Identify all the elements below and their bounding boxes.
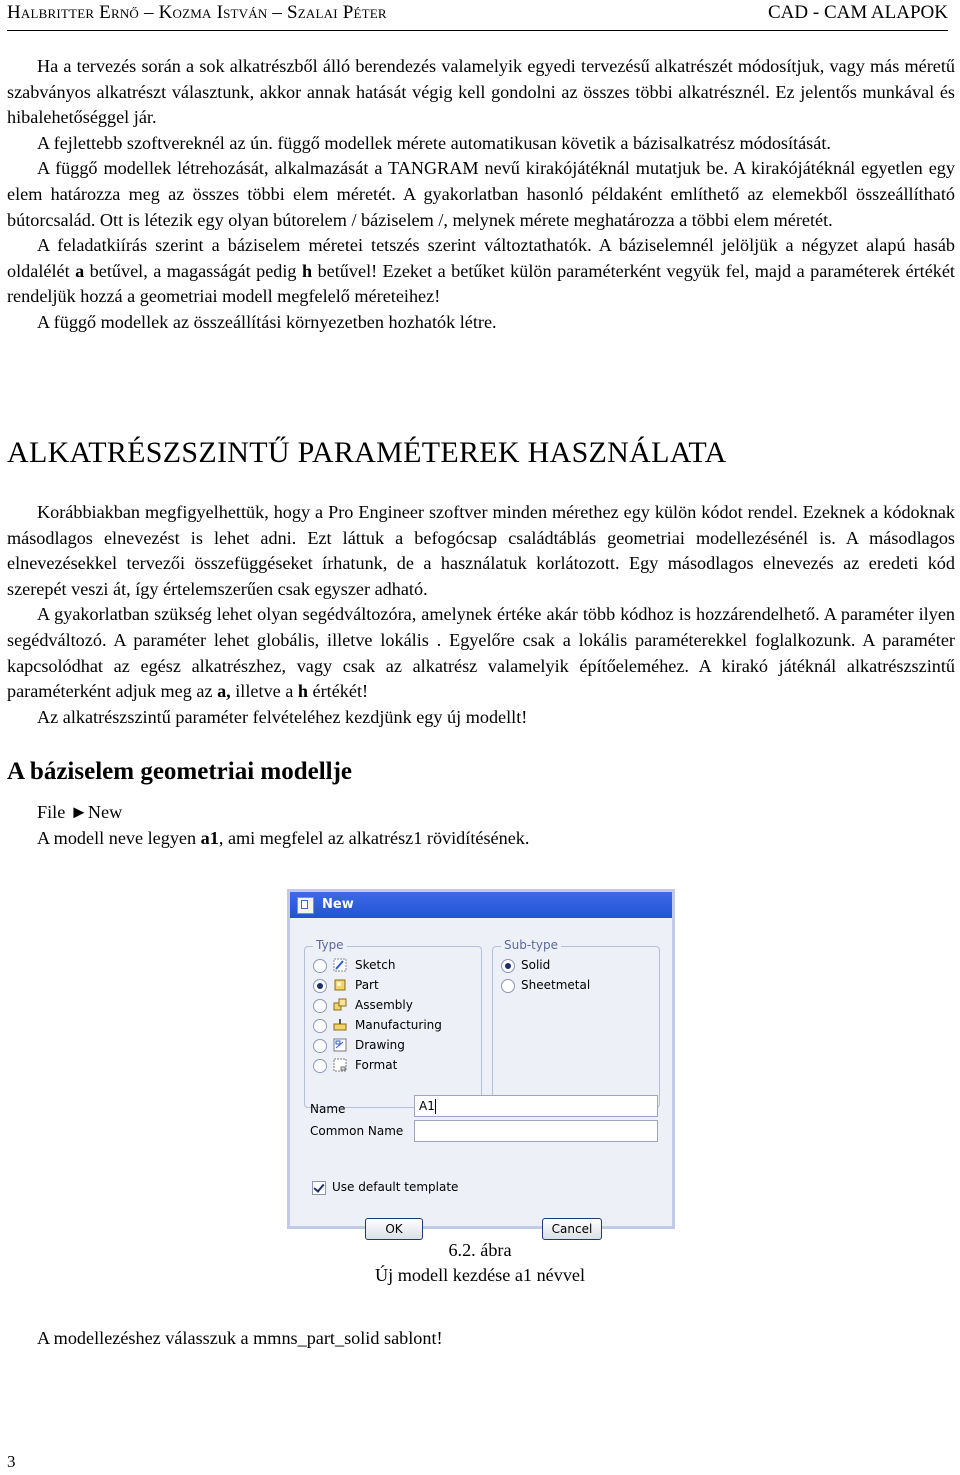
arrow-right-icon: ►: [69, 802, 88, 822]
text-run: illetve a: [230, 681, 298, 702]
dialog-title-bar: [290, 892, 672, 918]
dialog-title: New: [322, 897, 354, 912]
cancel-button[interactable]: Cancel: [542, 1218, 602, 1240]
intro-block: [7, 54, 955, 336]
text-run: A gyakorlatban szükség lehet olyan segédváltozóra, amelynek értéke akár több kódhoz is hozzárendelhető. A paraméter ilyen segédváltozó. A paraméter lehet globális, illetve lokális . Egyelőre csak a lokális paraméterekkel foglalkozunk. A paraméter kapcsolódhat az egész alkatrészhez, vagy csak az alkatrész valamelyik építőeleméhez. A kirakó játéknál alkatrészszintű paraméterként adjuk meg az: [7, 604, 955, 702]
section-heading-base-element: A báziselem geometriai modellje: [7, 758, 353, 785]
sketch-icon: [333, 958, 347, 972]
drawing-icon: [333, 1038, 347, 1052]
option-label: Drawing: [355, 1038, 405, 1052]
text-run: A feladatkiírás szerint a báziselem méretei tetszés szerint változtathatók. A báziselemnél jelöljük a négyzet alapú hasáb oldalélét: [7, 235, 955, 281]
ok-button[interactable]: OK: [365, 1218, 423, 1240]
radio-button[interactable]: [501, 979, 515, 993]
figure-number: 6.2. ábra: [448, 1240, 512, 1260]
type-group-label: Type: [313, 938, 347, 952]
subtype-group: [492, 938, 660, 1108]
dialog-body: [290, 918, 672, 1236]
page-number: 3: [7, 1452, 16, 1471]
section-heading-parameters: ALKATRÉSZSZINTŰ PARAMÉTEREK HASZNÁLATA: [7, 436, 727, 469]
closing-line: A modellezéshez válasszuk a mmns_part_solid sablont!: [37, 1328, 443, 1348]
text-run: betűvel! Ezeket a betűket külön paraméterként vegyük fel, majd a paraméterek értékét rendeljük hozzá a geometriai modell megfelelő méreteihez!: [7, 260, 955, 307]
default-template-checkbox[interactable]: [312, 1181, 326, 1195]
intro-paragraph-2: A fejlettebb szoftvereknél az ún. függő modellek mérete automatikusan követik a bázisalkatrész módosítását.: [37, 132, 831, 153]
type-group: [304, 938, 482, 1108]
option-label: Part: [355, 978, 379, 992]
text-run: betűvel, a magasságát pedig: [84, 260, 302, 281]
radio-button[interactable]: [313, 1019, 327, 1033]
new-file-icon: [297, 897, 314, 914]
option-label: Sheetmetal: [521, 978, 591, 992]
intro-paragraph-4: [7, 233, 955, 310]
part-icon: [333, 978, 347, 992]
radio-button[interactable]: [313, 1059, 327, 1073]
symbol-h: h: [301, 260, 313, 281]
intro-paragraph-3: A függő modellek létrehozását, alkalmazását a TANGRAM nevű kirakójátéknál mutatjuk be. A kirakójátéknál egyetlen egy elem határozza meg az összes többi elem méretét. A gyakorlatban hasonló példaként említhető az elemekből összeállítható bútorcsalád. Ott is létezik egy olyan bútorelem / báziselem /, melynek mérete meghatározza a többi elem méretét.: [7, 158, 955, 230]
header-title: CAD - CAM ALAPOK: [768, 2, 948, 23]
menu-path: [37, 802, 122, 823]
symbol-h: h: [297, 681, 308, 702]
assembly-icon: [333, 998, 347, 1012]
running-header: [7, 0, 948, 31]
header-authors: Halbritter Ernő – Kozma István – Szalai Péter: [7, 2, 387, 23]
radio-button-selected[interactable]: [313, 979, 327, 993]
common-name-field[interactable]: [414, 1120, 658, 1142]
text-run: , ami megfelel az alkatrész1 rövidítésének.: [218, 828, 530, 848]
symbol-a: a: [75, 260, 85, 281]
option-label: Solid: [521, 958, 551, 972]
option-label: Format: [355, 1058, 398, 1072]
intro-paragraph-5: A függő modellek az összeállítási környezetben hozhatók létre.: [37, 311, 497, 332]
symbol-a: a,: [217, 681, 231, 702]
menu-file-label: File: [37, 802, 66, 822]
model-name-line: [37, 828, 529, 849]
section1-paragraph-2: [7, 602, 955, 704]
text-caret: [435, 1099, 436, 1114]
option-label: Sketch: [355, 958, 396, 972]
radio-button[interactable]: [313, 999, 327, 1013]
radio-button[interactable]: [313, 959, 327, 973]
name-field[interactable]: [414, 1095, 658, 1117]
section1-paragraph-3: Az alkatrészszintű paraméter felvételéhez kezdjünk egy új modellt!: [37, 706, 528, 727]
intro-paragraph-1: Ha a tervezés során a sok alkatrészből álló berendezés valamelyik egyedi tervezésű alkatrészét módosítjuk, vagy más méretű szabványos alkatrészt választunk, akkor annak hatását végig kell gondolni az összes többi alkatrésznél. Ez jelentős munkával és hibalehetőséggel jár.: [7, 56, 955, 128]
text-run: értékét!: [308, 681, 369, 702]
manufacturing-icon: [333, 1018, 347, 1032]
model-name: a1: [200, 828, 219, 848]
name-field-value: A1: [419, 1099, 435, 1113]
name-label: Name: [310, 1102, 346, 1116]
radio-button[interactable]: [313, 1039, 327, 1053]
subtype-group-label: Sub-type: [501, 938, 561, 952]
new-dialog: [287, 889, 675, 1236]
option-label: Manufacturing: [355, 1018, 442, 1032]
section1-block: [7, 500, 955, 730]
default-template-label: Use default template: [332, 1180, 459, 1194]
format-icon: [333, 1058, 347, 1072]
section1-paragraph-1: Korábbiakban megfigyelhettük, hogy a Pro Engineer szoftver minden mérethez egy külön kódot rendel. Ezeknek a kódoknak másodlagos elnevezést is lehet adni. Ezt láttuk a befogócsap családtáblás geometriai modellezésénél is. A másodlagos elnevezésekkel tervezői összefüggéseket írhatunk, de a használatuk korlátozott. Egy másodlagos elnevezés az eredeti kód szerepét veszi át, így értelemszerűen csak egyszer adható.: [7, 502, 955, 599]
option-label: Assembly: [355, 998, 413, 1012]
menu-new-label: New: [87, 802, 123, 822]
text-run: A modell neve legyen: [37, 828, 201, 848]
common-name-label: Common Name: [310, 1124, 404, 1138]
radio-button-selected[interactable]: [501, 959, 515, 973]
figure-caption: Új modell kezdése a1 névvel: [374, 1265, 586, 1285]
